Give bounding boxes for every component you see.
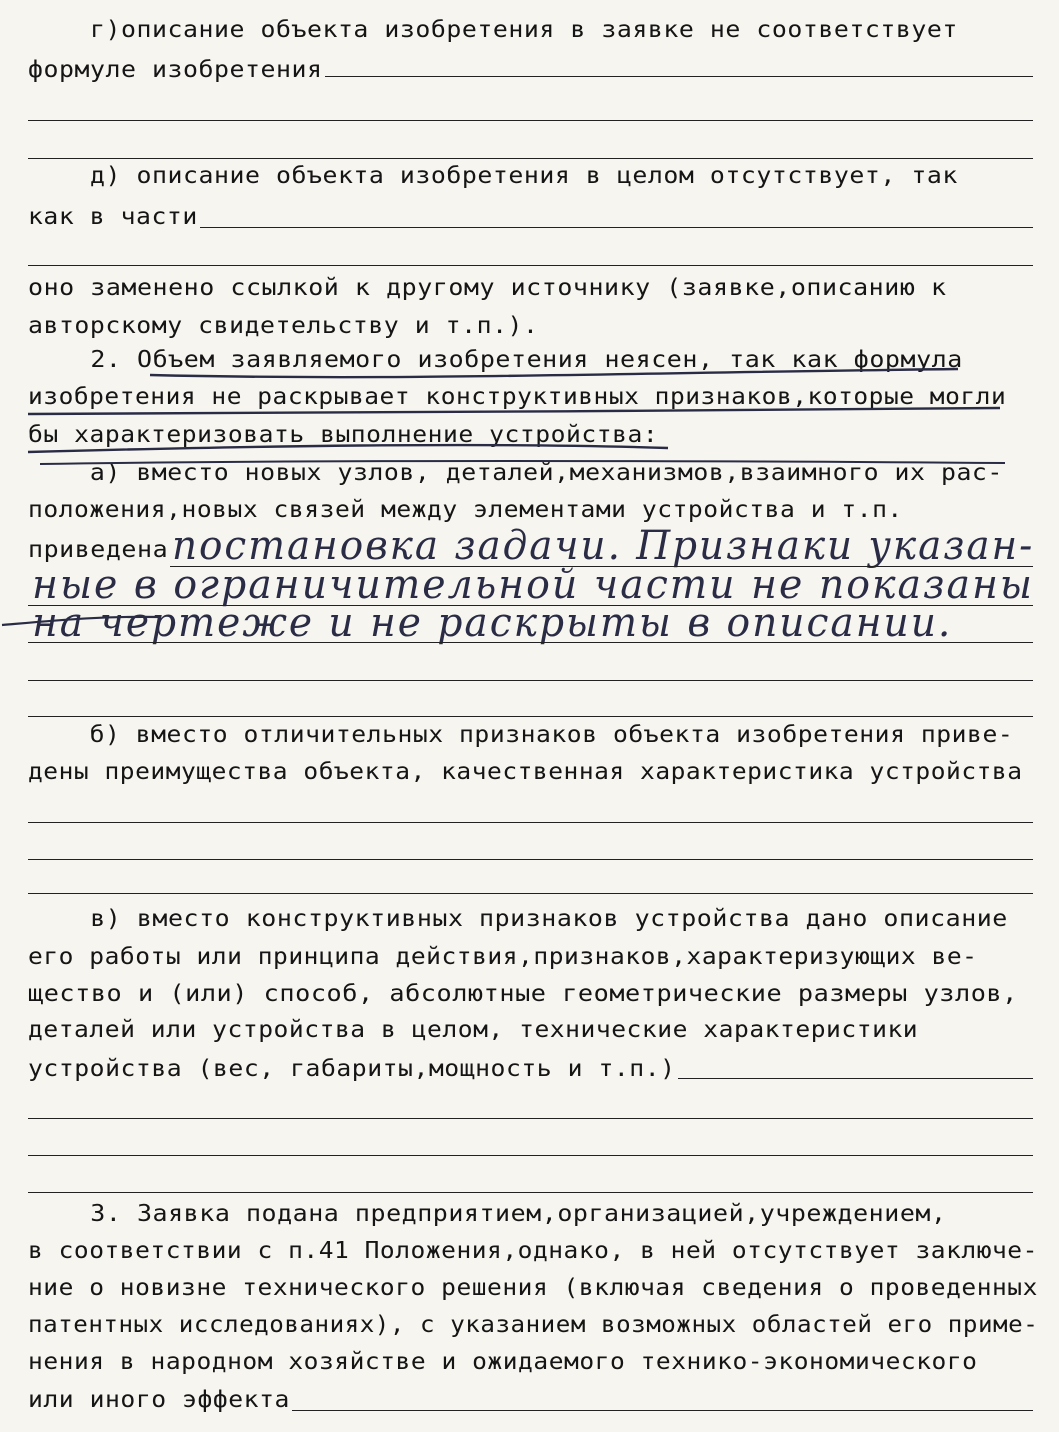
text-line: или иного эффекта bbox=[28, 1387, 290, 1413]
text-line: щество и (или) способ, абсолютные геометрические размеры узлов, bbox=[28, 981, 1018, 1007]
handwritten-text: на чертеже и не раскрыты в описании. bbox=[32, 600, 953, 646]
text-line: патентных исследованиях), с указанием возможных областей его приме- bbox=[28, 1312, 1039, 1338]
fill-line bbox=[292, 1410, 1033, 1411]
text-line: ние о новизне технического решения (включая сведения о проведенных bbox=[28, 1275, 1038, 1301]
fill-line bbox=[28, 1118, 1033, 1119]
fill-line bbox=[200, 227, 1033, 228]
text-line: как в части bbox=[28, 204, 198, 230]
text-line: его работы или принципа действия,признаков,характеризующих ве- bbox=[28, 944, 978, 970]
text-line: положения,новых связей между элементами устройства и т.п. bbox=[28, 497, 903, 523]
text-line: бы характеризовать выполнение устройства: bbox=[28, 422, 659, 448]
text-line: устройства (вес, габариты,мощность и т.п.) bbox=[28, 1056, 676, 1082]
text-line: нения в народном хозяйстве и ожидаемого технико-экономического bbox=[28, 1349, 978, 1375]
text-line: приведена bbox=[28, 537, 169, 563]
text-line: г)описание объекта изобретения в заявке не соответствует bbox=[28, 17, 958, 43]
text-line: формуле изобретения bbox=[28, 57, 323, 83]
text-line: в соответствии с п.41 Положения,однако, в ней отсутствует заключе- bbox=[28, 1238, 1038, 1264]
text-line: в) вместо конструктивных признаков устройства дано описание bbox=[28, 906, 1008, 932]
text-line: дены преимущества объекта, качественная характеристика устройства bbox=[28, 759, 1023, 785]
handwritten-text: постановка задачи. Признаки указан- bbox=[172, 523, 1035, 569]
text-line: д) описание объекта изобретения в целом отсутствует, так bbox=[28, 163, 958, 189]
fill-line bbox=[28, 1192, 1033, 1193]
fill-line bbox=[28, 265, 1033, 266]
fill-line bbox=[28, 859, 1033, 860]
text-line: деталей или устройства в целом, технические характеристики bbox=[28, 1017, 919, 1043]
handwritten-text: ные в ограничительной части не показаны bbox=[32, 562, 1035, 608]
text-line: изобретения не раскрывает конструктивных признаков,которые могли bbox=[28, 384, 1007, 410]
fill-line bbox=[28, 642, 1033, 643]
fill-line bbox=[28, 822, 1033, 823]
fill-line bbox=[28, 893, 1033, 894]
text-line: авторскому свидетельству и т.п.). bbox=[28, 313, 539, 339]
fill-line bbox=[28, 120, 1033, 121]
fill-line bbox=[28, 158, 1033, 159]
fill-line bbox=[678, 1078, 1033, 1079]
fill-line bbox=[325, 76, 1033, 77]
text-line: оно заменено ссылкой к другому источнику (заявке,описанию к bbox=[28, 275, 947, 301]
fill-line bbox=[28, 716, 1033, 717]
text-line: 2. Объем заявляемого изобретения неясен, так как формула bbox=[28, 347, 963, 373]
text-line: б) вместо отличительных признаков объекта изобретения приве- bbox=[28, 722, 1014, 748]
text-line: 3. Заявка подана предприятием,организацией,учреждением, bbox=[28, 1201, 947, 1227]
fill-line bbox=[28, 1155, 1033, 1156]
text-line: а) вместо новых узлов, деталей,механизмов,взаимного их рас- bbox=[28, 460, 1003, 486]
fill-line bbox=[28, 680, 1033, 681]
